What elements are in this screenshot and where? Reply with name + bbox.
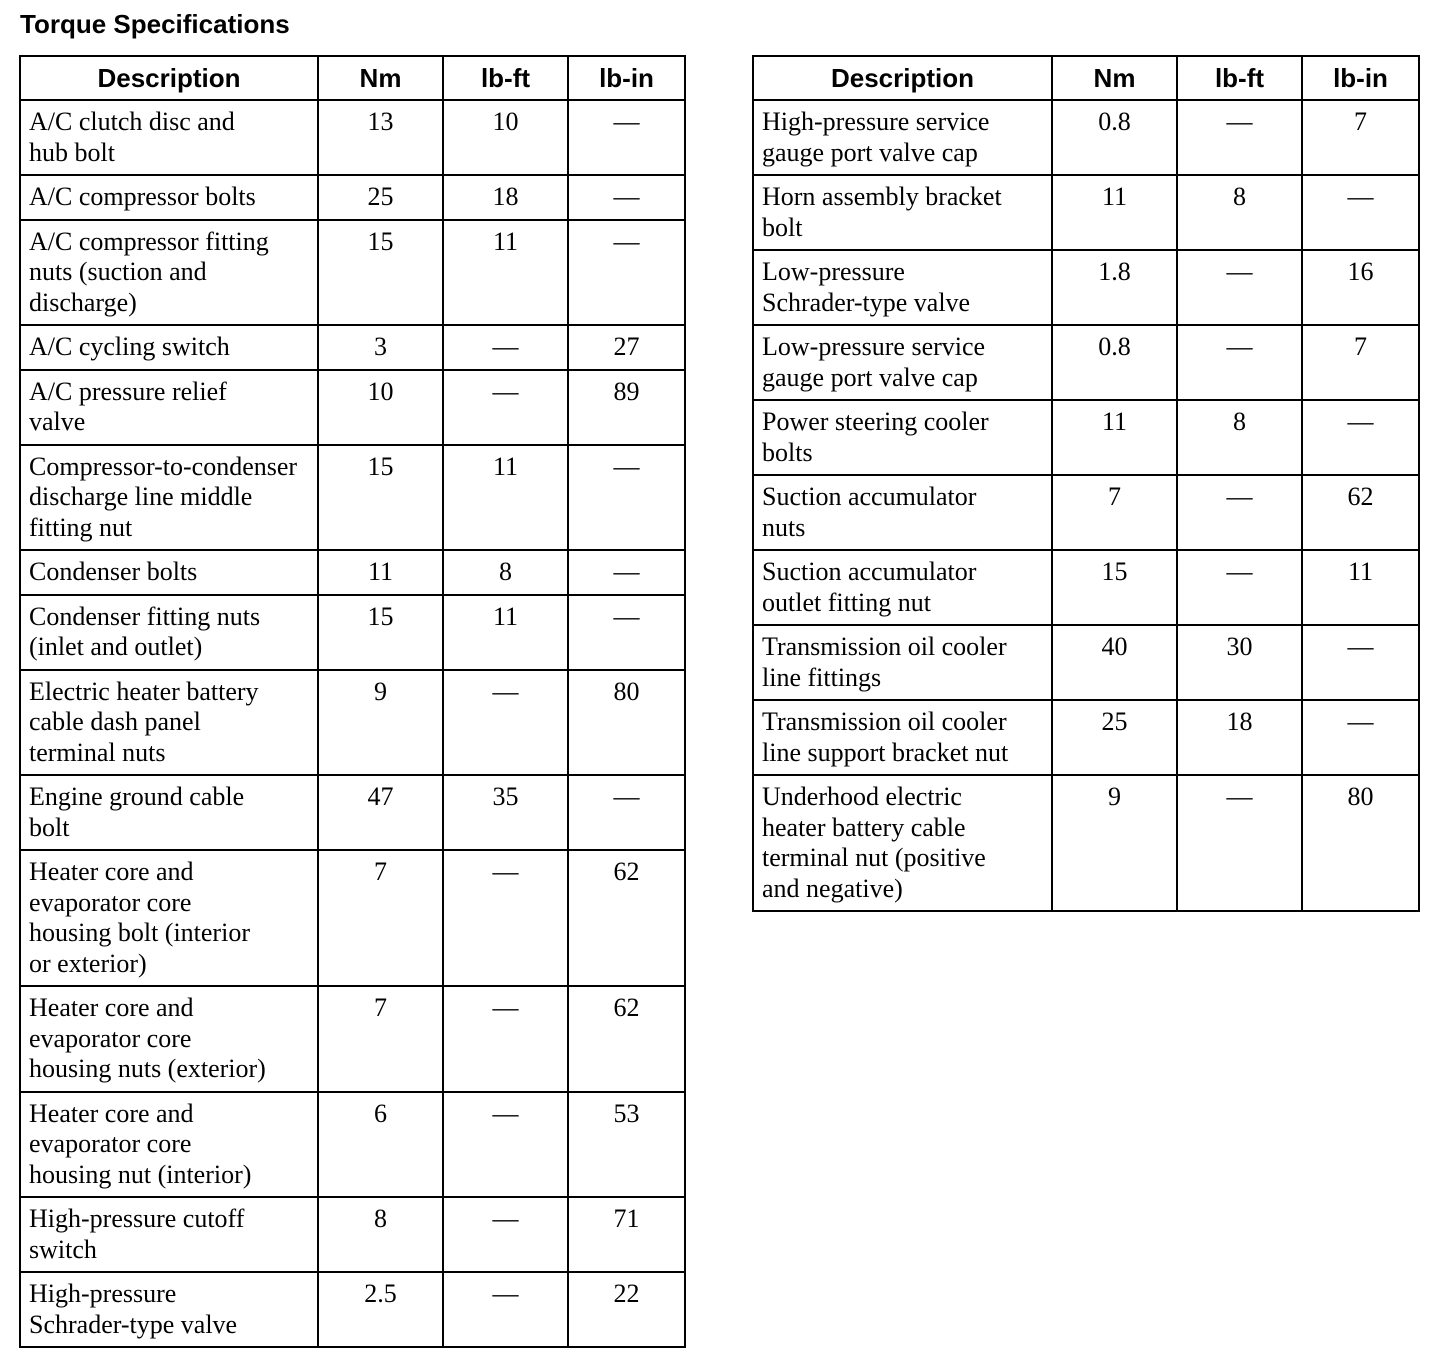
description-cell bbox=[753, 475, 1052, 550]
table-row bbox=[753, 475, 1419, 550]
description-line: gauge port valve cap bbox=[762, 137, 978, 167]
lb-ft-cell: 11 bbox=[443, 445, 568, 551]
description-line: A/C pressure relief bbox=[29, 376, 227, 406]
table-row bbox=[753, 625, 1419, 700]
description-cell bbox=[20, 100, 318, 175]
table-row bbox=[753, 175, 1419, 250]
description-cell bbox=[753, 100, 1052, 175]
lb-ft-cell: 30 bbox=[1177, 625, 1302, 700]
description-line: or exterior) bbox=[29, 948, 147, 978]
description-line: A/C cycling switch bbox=[29, 332, 230, 361]
description-line: bolt bbox=[29, 812, 70, 842]
table-row bbox=[20, 670, 685, 776]
description-line: Schrader-type valve bbox=[762, 287, 971, 317]
description-line: Suction accumulator bbox=[762, 482, 977, 511]
nm-cell: 3 bbox=[318, 325, 443, 370]
table-row bbox=[20, 595, 685, 670]
header-lb-ft: lb-ft bbox=[1177, 56, 1302, 100]
lb-in-cell: — bbox=[568, 550, 685, 595]
description-line: Heater core and bbox=[29, 1098, 194, 1128]
lb-ft-cell: — bbox=[443, 325, 568, 370]
lb-in-cell: 22 bbox=[568, 1272, 685, 1347]
table-row bbox=[753, 700, 1419, 775]
description-line: Engine ground cable bbox=[29, 782, 245, 811]
description-line: Transmission oil cooler bbox=[762, 632, 1007, 661]
table-row bbox=[20, 370, 685, 445]
description-cell bbox=[20, 775, 318, 850]
lb-ft-cell: 35 bbox=[443, 775, 568, 850]
lb-ft-cell: — bbox=[443, 1092, 568, 1198]
description-line: Schrader-type valve bbox=[29, 1309, 238, 1339]
nm-cell: 15 bbox=[1052, 550, 1177, 625]
lb-ft-cell: 18 bbox=[443, 175, 568, 220]
lb-ft-cell: — bbox=[1177, 475, 1302, 550]
lb-in-cell: — bbox=[568, 175, 685, 220]
lb-ft-cell: — bbox=[443, 1197, 568, 1272]
lb-in-cell: 62 bbox=[1302, 475, 1419, 550]
description-cell bbox=[20, 850, 318, 986]
description-cell bbox=[753, 700, 1052, 775]
nm-cell: 15 bbox=[318, 595, 443, 670]
description-line: nuts bbox=[762, 512, 806, 542]
lb-ft-cell: — bbox=[1177, 325, 1302, 400]
table-row bbox=[20, 100, 685, 175]
description-line: Heater core and bbox=[29, 857, 194, 886]
nm-cell: 7 bbox=[1052, 475, 1177, 550]
description-cell bbox=[20, 595, 318, 670]
lb-ft-cell: 11 bbox=[443, 595, 568, 670]
lb-ft-cell: — bbox=[443, 986, 568, 1092]
description-cell bbox=[20, 325, 318, 370]
nm-cell: 25 bbox=[1052, 700, 1177, 775]
lb-ft-cell: 8 bbox=[1177, 400, 1302, 475]
table-row bbox=[20, 1272, 685, 1347]
description-line: High-pressure cutoff bbox=[29, 1204, 245, 1233]
description-line: housing nut (interior) bbox=[29, 1159, 252, 1189]
header-description: Description bbox=[753, 56, 1052, 100]
lb-in-cell: — bbox=[568, 775, 685, 850]
description-line: housing nuts (exterior) bbox=[29, 1054, 266, 1083]
lb-ft-cell: — bbox=[443, 670, 568, 776]
table-row bbox=[753, 400, 1419, 475]
lb-ft-cell: — bbox=[443, 850, 568, 986]
lb-in-cell: — bbox=[568, 100, 685, 175]
table-row bbox=[20, 175, 685, 220]
description-cell bbox=[20, 1272, 318, 1347]
description-line: evaporator core bbox=[29, 1023, 192, 1053]
description-cell bbox=[753, 400, 1052, 475]
table-row bbox=[753, 325, 1419, 400]
table-row bbox=[20, 850, 685, 986]
description-cell bbox=[20, 220, 318, 326]
lb-ft-cell: — bbox=[1177, 100, 1302, 175]
description-line: and negative) bbox=[762, 873, 903, 903]
description-cell bbox=[20, 1092, 318, 1198]
description-line: Heater core and bbox=[29, 993, 194, 1022]
lb-in-cell: — bbox=[1302, 175, 1419, 250]
description-line: heater battery cable bbox=[762, 812, 966, 842]
lb-in-cell: 7 bbox=[1302, 325, 1419, 400]
header-nm: Nm bbox=[1052, 56, 1177, 100]
description-line: Electric heater battery bbox=[29, 676, 259, 706]
description-line: Underhood electric bbox=[762, 782, 962, 811]
description-cell bbox=[753, 325, 1052, 400]
header-lb-in: lb-in bbox=[568, 56, 685, 100]
description-line: Transmission oil cooler bbox=[762, 707, 1007, 736]
description-line: A/C compressor fitting bbox=[29, 226, 269, 256]
description-cell bbox=[20, 1197, 318, 1272]
description-cell bbox=[753, 550, 1052, 625]
lb-in-cell: 27 bbox=[568, 325, 685, 370]
lb-ft-cell: — bbox=[1177, 775, 1302, 911]
lb-in-cell: — bbox=[568, 220, 685, 326]
table-row bbox=[20, 1092, 685, 1198]
description-line: A/C clutch disc and bbox=[29, 107, 235, 136]
nm-cell: 0.8 bbox=[1052, 325, 1177, 400]
nm-cell: 1.8 bbox=[1052, 250, 1177, 325]
description-line: Low-pressure service bbox=[762, 332, 986, 361]
nm-cell: 7 bbox=[318, 986, 443, 1092]
description-line: cable dash panel bbox=[29, 707, 201, 736]
header-description: Description bbox=[20, 56, 318, 100]
lb-ft-cell: 8 bbox=[443, 550, 568, 595]
lb-in-cell: 71 bbox=[568, 1197, 685, 1272]
description-cell bbox=[20, 370, 318, 445]
lb-in-cell: — bbox=[1302, 400, 1419, 475]
description-line: housing bolt (interior bbox=[29, 918, 250, 947]
description-line: evaporator core bbox=[29, 887, 192, 917]
table-row bbox=[20, 550, 685, 595]
nm-cell: 47 bbox=[318, 775, 443, 850]
table-row bbox=[753, 250, 1419, 325]
page-title: Torque Specifications bbox=[20, 9, 290, 39]
table-header-row bbox=[20, 56, 685, 100]
description-line: bolts bbox=[762, 437, 813, 467]
description-cell bbox=[20, 670, 318, 776]
description-line: Condenser bolts bbox=[29, 557, 198, 586]
description-line: High-pressure bbox=[29, 1279, 177, 1308]
description-line: switch bbox=[29, 1234, 97, 1264]
description-line: Suction accumulator bbox=[762, 557, 977, 586]
nm-cell: 15 bbox=[318, 445, 443, 551]
description-cell bbox=[753, 625, 1052, 700]
description-line: valve bbox=[29, 407, 86, 436]
description-line: terminal nuts bbox=[29, 737, 166, 767]
table-row bbox=[20, 445, 685, 551]
description-cell bbox=[20, 550, 318, 595]
nm-cell: 11 bbox=[1052, 175, 1177, 250]
lb-ft-cell: 10 bbox=[443, 100, 568, 175]
lb-ft-cell: — bbox=[1177, 250, 1302, 325]
description-line: line fittings bbox=[762, 662, 882, 692]
description-line: discharge line middle bbox=[29, 482, 253, 511]
description-line: Low-pressure bbox=[762, 257, 905, 286]
lb-in-cell: 62 bbox=[568, 986, 685, 1092]
lb-in-cell: — bbox=[568, 595, 685, 670]
lb-in-cell: — bbox=[568, 445, 685, 551]
nm-cell: 6 bbox=[318, 1092, 443, 1198]
lb-in-cell: 80 bbox=[1302, 775, 1419, 911]
lb-in-cell: — bbox=[1302, 700, 1419, 775]
lb-in-cell: 7 bbox=[1302, 100, 1419, 175]
lb-in-cell: — bbox=[1302, 625, 1419, 700]
nm-cell: 11 bbox=[318, 550, 443, 595]
nm-cell: 11 bbox=[1052, 400, 1177, 475]
torque-table-left bbox=[19, 55, 686, 1348]
description-line: A/C compressor bolts bbox=[29, 182, 256, 211]
nm-cell: 0.8 bbox=[1052, 100, 1177, 175]
table-row bbox=[20, 986, 685, 1092]
lb-in-cell: 80 bbox=[568, 670, 685, 776]
lb-ft-cell: 8 bbox=[1177, 175, 1302, 250]
header-lb-in: lb-in bbox=[1302, 56, 1419, 100]
lb-ft-cell: — bbox=[443, 1272, 568, 1347]
description-line: (inlet and outlet) bbox=[29, 632, 203, 661]
lb-ft-cell: 11 bbox=[443, 220, 568, 326]
torque-table-right bbox=[752, 55, 1420, 912]
description-line: terminal nut (positive bbox=[762, 843, 986, 872]
description-line: evaporator core bbox=[29, 1129, 192, 1158]
table-row bbox=[20, 775, 685, 850]
description-line: Power steering cooler bbox=[762, 407, 989, 436]
table-header-row bbox=[753, 56, 1419, 100]
lb-in-cell: 53 bbox=[568, 1092, 685, 1198]
description-cell bbox=[20, 175, 318, 220]
lb-in-cell: 11 bbox=[1302, 550, 1419, 625]
description-cell bbox=[20, 445, 318, 551]
description-cell bbox=[753, 250, 1052, 325]
header-nm: Nm bbox=[318, 56, 443, 100]
description-line: Condenser fitting nuts bbox=[29, 601, 261, 631]
table-row bbox=[753, 775, 1419, 911]
description-cell bbox=[753, 775, 1052, 911]
description-line: fitting nut bbox=[29, 512, 133, 542]
lb-in-cell: 89 bbox=[568, 370, 685, 445]
table-row bbox=[753, 100, 1419, 175]
nm-cell: 25 bbox=[318, 175, 443, 220]
description-line: line support bracket nut bbox=[762, 737, 1009, 767]
lb-in-cell: 16 bbox=[1302, 250, 1419, 325]
table-row bbox=[20, 325, 685, 370]
nm-cell: 9 bbox=[1052, 775, 1177, 911]
description-cell bbox=[753, 175, 1052, 250]
description-line: hub bolt bbox=[29, 137, 115, 167]
description-line: gauge port valve cap bbox=[762, 362, 978, 392]
description-line: Horn assembly bracket bbox=[762, 182, 1002, 211]
description-line: outlet fitting nut bbox=[762, 587, 931, 617]
lb-ft-cell: — bbox=[443, 370, 568, 445]
table-row bbox=[20, 220, 685, 326]
table-row bbox=[20, 1197, 685, 1272]
lb-in-cell: 62 bbox=[568, 850, 685, 986]
description-line: High-pressure service bbox=[762, 107, 990, 136]
header-lb-ft: lb-ft bbox=[443, 56, 568, 100]
description-line: bolt bbox=[762, 212, 803, 242]
description-line: Compressor-to-condenser bbox=[29, 451, 298, 481]
nm-cell: 7 bbox=[318, 850, 443, 986]
nm-cell: 13 bbox=[318, 100, 443, 175]
nm-cell: 9 bbox=[318, 670, 443, 776]
description-line: discharge) bbox=[29, 287, 137, 317]
description-line: nuts (suction and bbox=[29, 257, 207, 286]
table-row bbox=[753, 550, 1419, 625]
lb-ft-cell: — bbox=[1177, 550, 1302, 625]
nm-cell: 40 bbox=[1052, 625, 1177, 700]
nm-cell: 15 bbox=[318, 220, 443, 326]
nm-cell: 10 bbox=[318, 370, 443, 445]
nm-cell: 2.5 bbox=[318, 1272, 443, 1347]
description-cell bbox=[20, 986, 318, 1092]
nm-cell: 8 bbox=[318, 1197, 443, 1272]
lb-ft-cell: 18 bbox=[1177, 700, 1302, 775]
